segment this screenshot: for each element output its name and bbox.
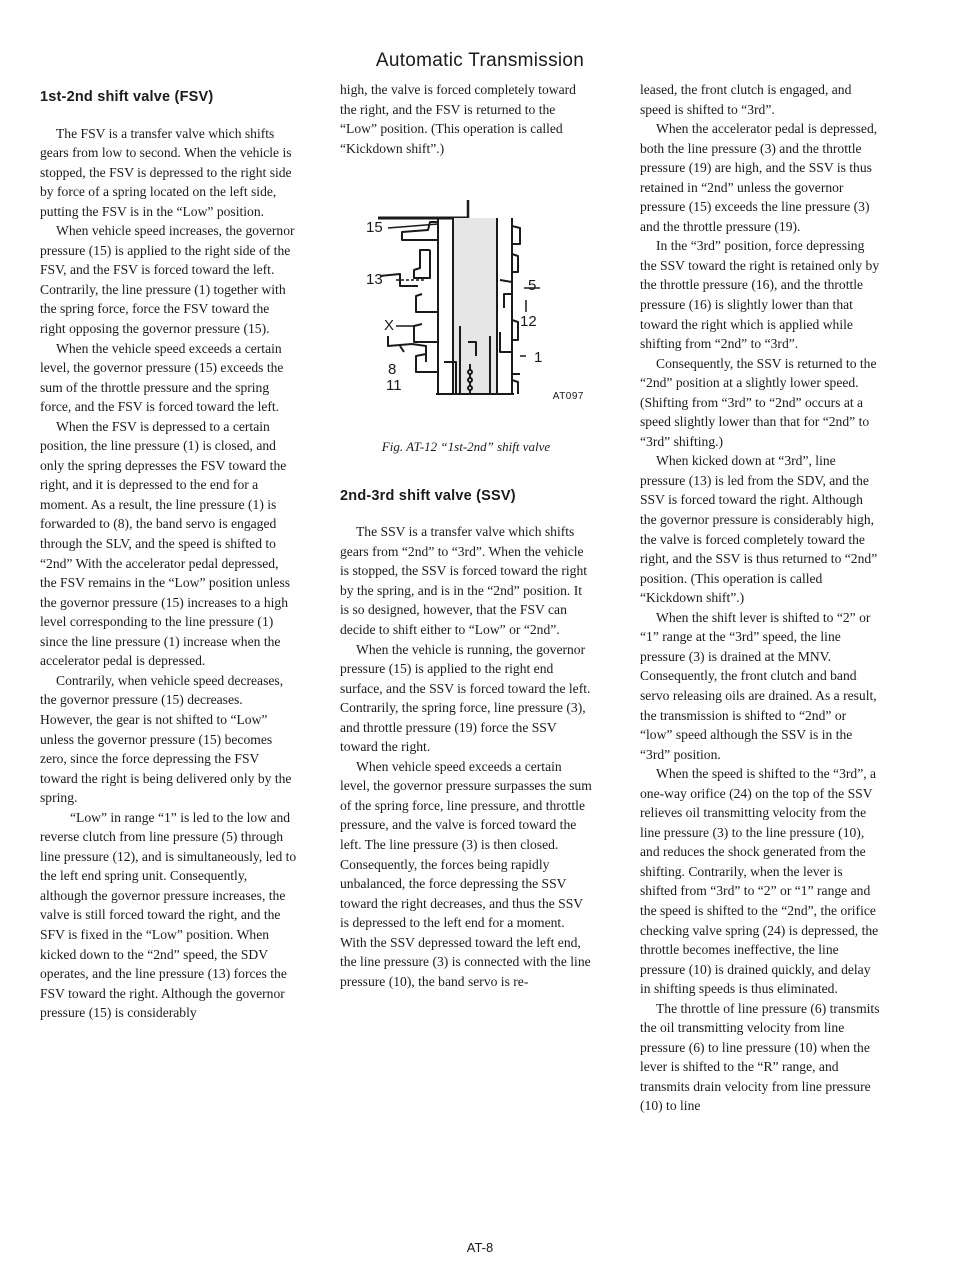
paragraph: When kicked down at “3rd”, line pressure (13) is led from the SDV, and the SSV is forced toward the right. Although the governor pressure is considerably high, the valve is forced completely toward the right, and the SSV is thus returned to “2nd” position. (This operation is called “Kickdown shift”.) [640,453,878,606]
paragraph: When the vehicle is running, the governor pressure (15) is applied to the right end surface, and the SSV is forced toward the left. Contrarily, the spring force, line pressure (3), and throttle pressure (19) force the SSV toward the right. [340,641,591,755]
paragraph: The FSV is a transfer valve which shifts gears from low to second. When the vehicle is stopped, the FSV is depressed to the right side by force of a spring located on the left side, putting the FSV is in the “Low” position. [40,125,292,219]
figure-code: AT097 [552,391,584,403]
paragraph: When the vehicle speed exceeds a certain level, the governor pressure (15) exceeds the sum of the throttle pressure and the spring force, and the FSV is forced toward the left. [40,340,284,415]
paragraph: “Low” in range “1” is led to the low and reverse clutch from line pressure (5) through line pressure (12), and is simultaneously, led to the left end spring unit. Consequently, although the governor pressure increases, the valve is still forced toward the right, and the SFV is fixed in the “Low” position. When kicked down to the “2nd” speed, the SDV operates, and the line pressure (13) forces the FSV toward the right. Although the governor pressure (15) is considerably [40,809,297,1021]
paragraph: When the speed is shifted to the “3rd”, a one-way orifice (24) on the top of the SSV relieves oil transmitting velocity from the line pressure (3) to the line pressure (10), and reduces the shock generated from the shifting. Contrarily, when the lever is shifted from “3rd” to “2” or “1” range and the speed is shifted to the “2nd”, the orifice checking valve spring (24) is depressed, the throttle becomes ineffective, the line pressure (10) is drained quickly, and delay in shifting speeds is thus eliminated. [640,766,879,997]
paragraph: The SSV is a transfer valve which shifts gears from “2nd” to “3rd”. When the vehicle is stopped, the SSV is forced toward the right by the spring, and is in the “2nd” position. It is so designed, however, that the FSV can decide to shift either to “Low” or “2nd”. [340,524,588,638]
label-11: 11 [386,377,402,395]
paragraph: The throttle of line pressure (6) transmits the oil transmitting velocity from line pressure (6) to line pressure (10) when the lever is shifted to the “R” range, and transmits drain velocity from line pressure (10) to line [640,1000,880,1114]
paragraph: When the FSV is depressed to a certain position, the line pressure (1) is closed, and only the spring depresses the FSV toward the right, and it is depressed to the end for a moment. As a result, the line pressure (1) is forwarded to (8), the band servo is engaged through the SLV, and the speed is shifted to “2nd” With the accelerator pedal depressed, the FSV remains in the “Low” position unless the governor pressure (15) increases to a high level corresponding to the line pressure (1) since the line pressure (1) increase when the accelerator pedal is depressed. [40,418,291,669]
figure-caption: Fig. AT-12 “1st-2nd” shift valve [381,439,551,455]
label-5: 5 [528,277,537,295]
section-heading-ssv: 2nd-3rd shift valve (SSV) [340,487,516,504]
page-number: AT-8 [466,1240,494,1255]
paragraph: When the shift lever is shifted to “2” or “1” range at the “3rd” speed, the line pressure (3) is drained at the MNV. Consequently, the front clutch and band servo releasing oils are drained. As a result, the transmission is shifted to “2nd” or “low” speed although the SSV is in the “3rd” position. [640,609,877,762]
label-12: 12 [520,313,537,331]
paragraph: In the “3rd” position, force depressing the SSV toward the right is retained only by the throttle pressure (16), and the throttle pressure (16) is slightly lower than that toward the right which is applied while shifting from “2nd” to “3rd”. [640,238,880,352]
paragraph: When vehicle speed increases, the governor pressure (15) is applied to the right side of the FSV, and the FSV is forced toward the left. Contrarily, the line pressure (1) together with the spring force, force the FSV toward the right opposing the governor pressure (15). [40,223,295,337]
label-x: X [384,317,395,335]
column-left [40,88,298,1023]
paragraph: When the accelerator pedal is depressed, both the line pressure (3) and the throttle pressure (19) are high, and the SSV is thus retained in “2nd” unless the governor pressure (15) exceeds the line pressure (3) and the throttle pressure (19). [640,121,878,234]
column-right [640,80,880,1116]
paragraph: high, the valve is forced completely toward the right, and the FSV is returned to the “Low” position. (This operation is called “Kickdown shift”.) [340,82,576,156]
paragraph: When vehicle speed exceeds a certain level, the governor pressure surpasses the sum of the spring force, line pressure, and throttle pressure, and the valve is forced toward the left. The line pressure (3) is then closed. Consequently, the forces being rapidly unbalanced, the force depressing the SSV toward the right decreases, and thus the SSV is depressed to the left end for a moment. With the SSV depressed toward the left end, the line pressure (3) is connected with the line pressure (10), the band servo is re- [340,758,592,989]
label-13: 13 [366,271,383,289]
label-1: 1 [534,349,543,367]
valve-schematic [340,176,592,398]
section-heading-fsv: 1st-2nd shift valve (FSV) [40,89,214,105]
label-8: 8 [388,361,397,379]
paragraph: Contrarily, when vehicle speed decreases, the governor pressure (15) decreases. However, the gear is not shifted to “Low” unless the governor pressure (15) becomes zero, since the force depressing the FSV toward the right is being delivered only by the spring. [40,672,292,806]
shift-valve-diagram [340,176,592,431]
label-15: 15 [366,219,383,237]
page-title: Automatic Transmission [375,50,585,71]
paragraph: leased, the front clutch is engaged, and speed is shifted to “3rd”. [640,82,852,117]
paragraph: Consequently, the SSV is returned to the “2nd” position at a slightly lower speed. (Shifting from “3rd” to “2nd” occurs at a speed slightly lower than that for “2nd” to “3rd” shifting.) [640,355,877,449]
column-middle [340,80,592,991]
